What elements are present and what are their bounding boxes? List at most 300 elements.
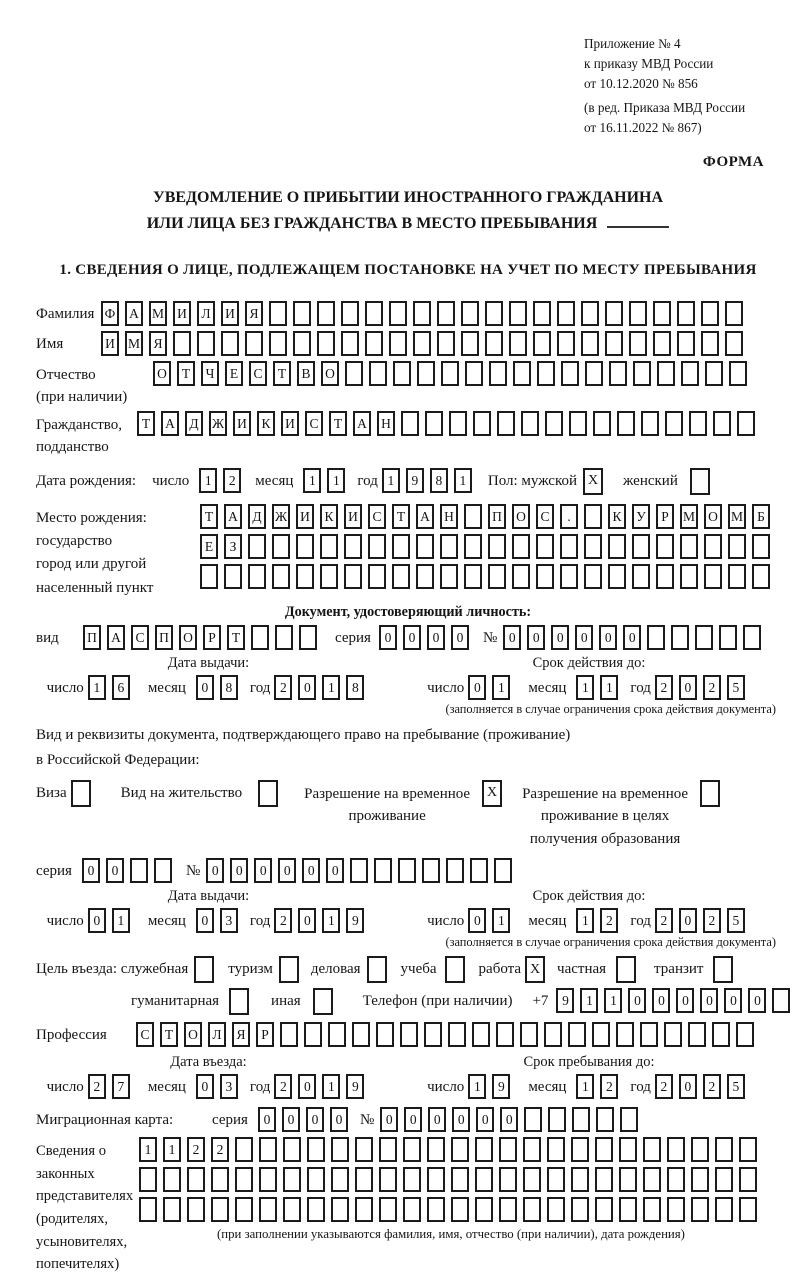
char-cell[interactable]: [656, 534, 674, 559]
humanitarian-checkbox[interactable]: [229, 988, 255, 1015]
char-cell[interactable]: 0: [379, 625, 397, 650]
char-cell[interactable]: 1: [492, 908, 510, 933]
residence-permit-checkbox[interactable]: [258, 780, 284, 807]
char-cell[interactable]: [725, 331, 743, 356]
char-cell[interactable]: 0: [298, 908, 316, 933]
char-cell[interactable]: [283, 1197, 301, 1222]
char-cell[interactable]: [691, 1137, 709, 1162]
char-cell[interactable]: [608, 534, 626, 559]
char-cell[interactable]: [595, 1197, 613, 1222]
char-cell[interactable]: [536, 564, 554, 589]
char-cell[interactable]: [374, 858, 392, 883]
char-cell[interactable]: А: [353, 411, 371, 436]
char-cell[interactable]: [296, 564, 314, 589]
char-cell[interactable]: 1: [492, 675, 510, 700]
char-cell[interactable]: [313, 988, 333, 1015]
char-cell[interactable]: [368, 564, 386, 589]
char-cell[interactable]: [280, 1022, 298, 1047]
char-cell[interactable]: 1: [327, 468, 345, 493]
char-cell[interactable]: 0: [254, 858, 272, 883]
char-cell[interactable]: 0: [724, 988, 742, 1013]
char-cell[interactable]: 1: [88, 675, 106, 700]
char-cell[interactable]: [437, 301, 455, 326]
char-cell[interactable]: И: [221, 301, 239, 326]
char-cell[interactable]: [725, 301, 743, 326]
char-cell[interactable]: 0: [551, 625, 569, 650]
char-cell[interactable]: [521, 411, 539, 436]
char-cell[interactable]: И: [344, 504, 362, 529]
char-cell[interactable]: [557, 301, 575, 326]
char-cell[interactable]: [739, 1167, 757, 1192]
char-cell[interactable]: [496, 1022, 514, 1047]
char-cell[interactable]: 2: [703, 675, 721, 700]
char-cell[interactable]: [690, 468, 710, 495]
char-cell[interactable]: Т: [273, 361, 291, 386]
char-cell[interactable]: [368, 534, 386, 559]
doc-kind-field[interactable]: [83, 625, 323, 650]
char-cell[interactable]: [350, 858, 368, 883]
char-cell[interactable]: С: [536, 504, 554, 529]
char-cell[interactable]: [139, 1197, 157, 1222]
char-cell[interactable]: Я: [232, 1022, 250, 1047]
char-cell[interactable]: [640, 1022, 658, 1047]
char-cell[interactable]: [499, 1137, 517, 1162]
char-cell[interactable]: С: [305, 411, 323, 436]
char-cell[interactable]: 0: [503, 625, 521, 650]
char-cell[interactable]: [616, 956, 636, 983]
char-cell[interactable]: [689, 411, 707, 436]
entry-day-field[interactable]: [88, 1074, 136, 1099]
female-checkbox[interactable]: [690, 468, 716, 495]
char-cell[interactable]: [344, 534, 362, 559]
char-cell[interactable]: [259, 1137, 277, 1162]
char-cell[interactable]: [416, 564, 434, 589]
char-cell[interactable]: [299, 625, 317, 650]
char-cell[interactable]: К: [320, 504, 338, 529]
char-cell[interactable]: 0: [282, 1107, 300, 1132]
char-cell[interactable]: А: [125, 301, 143, 326]
char-cell[interactable]: [737, 411, 755, 436]
char-cell[interactable]: [691, 1167, 709, 1192]
char-cell[interactable]: [584, 504, 602, 529]
char-cell[interactable]: 9: [406, 468, 424, 493]
char-cell[interactable]: [605, 301, 623, 326]
char-cell[interactable]: Т: [329, 411, 347, 436]
char-cell[interactable]: [677, 331, 695, 356]
char-cell[interactable]: Р: [656, 504, 674, 529]
char-cell[interactable]: [617, 411, 635, 436]
char-cell[interactable]: [413, 301, 431, 326]
char-cell[interactable]: [475, 1167, 493, 1192]
char-cell[interactable]: [571, 1197, 589, 1222]
char-cell[interactable]: [197, 331, 215, 356]
char-cell[interactable]: [449, 411, 467, 436]
char-cell[interactable]: [485, 301, 503, 326]
char-cell[interactable]: [472, 1022, 490, 1047]
char-cell[interactable]: [331, 1167, 349, 1192]
char-cell[interactable]: [401, 411, 419, 436]
char-cell[interactable]: [584, 564, 602, 589]
char-cell[interactable]: И: [281, 411, 299, 436]
char-cell[interactable]: [251, 625, 269, 650]
char-cell[interactable]: [704, 564, 722, 589]
char-cell[interactable]: [344, 564, 362, 589]
res-series-field[interactable]: [82, 858, 178, 883]
char-cell[interactable]: [513, 361, 531, 386]
char-cell[interactable]: [688, 1022, 706, 1047]
char-cell[interactable]: [736, 1022, 754, 1047]
char-cell[interactable]: [643, 1137, 661, 1162]
char-cell[interactable]: [772, 988, 790, 1013]
char-cell[interactable]: 0: [106, 858, 124, 883]
char-cell[interactable]: [345, 361, 363, 386]
char-cell[interactable]: 1: [199, 468, 217, 493]
char-cell[interactable]: 2: [703, 908, 721, 933]
char-cell[interactable]: [489, 361, 507, 386]
char-cell[interactable]: 0: [452, 1107, 470, 1132]
res-number-field[interactable]: [206, 858, 518, 883]
char-cell[interactable]: X: [583, 468, 603, 495]
char-cell[interactable]: 0: [196, 1074, 214, 1099]
char-cell[interactable]: 0: [700, 988, 718, 1013]
char-cell[interactable]: [523, 1137, 541, 1162]
surname-field[interactable]: [101, 301, 749, 326]
study-checkbox[interactable]: [445, 956, 471, 983]
private-checkbox[interactable]: [616, 956, 642, 983]
char-cell[interactable]: 9: [346, 1074, 364, 1099]
char-cell[interactable]: 0: [404, 1107, 422, 1132]
char-cell[interactable]: [403, 1137, 421, 1162]
char-cell[interactable]: [619, 1197, 637, 1222]
char-cell[interactable]: [667, 1197, 685, 1222]
char-cell[interactable]: [320, 534, 338, 559]
char-cell[interactable]: X: [525, 956, 545, 983]
char-cell[interactable]: [464, 564, 482, 589]
char-cell[interactable]: .: [560, 504, 578, 529]
char-cell[interactable]: [461, 331, 479, 356]
profession-field[interactable]: [136, 1022, 760, 1047]
char-cell[interactable]: [441, 361, 459, 386]
tourism-checkbox[interactable]: [279, 956, 305, 983]
char-cell[interactable]: X: [482, 780, 502, 807]
char-cell[interactable]: [389, 331, 407, 356]
char-cell[interactable]: [547, 1197, 565, 1222]
char-cell[interactable]: [653, 301, 671, 326]
char-cell[interactable]: 0: [196, 675, 214, 700]
char-cell[interactable]: [473, 411, 491, 436]
char-cell[interactable]: [445, 956, 465, 983]
char-cell[interactable]: [620, 1107, 638, 1132]
char-cell[interactable]: [413, 331, 431, 356]
char-cell[interactable]: [537, 361, 555, 386]
char-cell[interactable]: [581, 301, 599, 326]
char-cell[interactable]: 8: [220, 675, 238, 700]
char-cell[interactable]: [451, 1167, 469, 1192]
char-cell[interactable]: [194, 956, 214, 983]
char-cell[interactable]: [728, 534, 746, 559]
char-cell[interactable]: [629, 301, 647, 326]
char-cell[interactable]: [595, 1137, 613, 1162]
char-cell[interactable]: [509, 331, 527, 356]
transit-checkbox[interactable]: [713, 956, 739, 983]
male-checkbox[interactable]: [583, 468, 609, 495]
char-cell[interactable]: [488, 564, 506, 589]
char-cell[interactable]: 2: [274, 908, 292, 933]
char-cell[interactable]: 0: [82, 858, 100, 883]
char-cell[interactable]: 2: [655, 1074, 673, 1099]
char-cell[interactable]: [752, 564, 770, 589]
char-cell[interactable]: 0: [302, 858, 320, 883]
char-cell[interactable]: [494, 858, 512, 883]
char-cell[interactable]: С: [131, 625, 149, 650]
char-cell[interactable]: [488, 534, 506, 559]
char-cell[interactable]: 6: [112, 675, 130, 700]
char-cell[interactable]: 0: [196, 908, 214, 933]
char-cell[interactable]: 0: [628, 988, 646, 1013]
char-cell[interactable]: [643, 1167, 661, 1192]
char-cell[interactable]: 0: [599, 625, 617, 650]
char-cell[interactable]: [259, 1167, 277, 1192]
char-cell[interactable]: [497, 411, 515, 436]
char-cell[interactable]: 0: [206, 858, 224, 883]
char-cell[interactable]: [629, 331, 647, 356]
char-cell[interactable]: 0: [298, 1074, 316, 1099]
char-cell[interactable]: [656, 564, 674, 589]
char-cell[interactable]: 0: [679, 675, 697, 700]
char-cell[interactable]: [163, 1167, 181, 1192]
char-cell[interactable]: [524, 1107, 542, 1132]
char-cell[interactable]: [728, 564, 746, 589]
char-cell[interactable]: [667, 1137, 685, 1162]
char-cell[interactable]: [719, 625, 737, 650]
char-cell[interactable]: Н: [377, 411, 395, 436]
entry-month-field[interactable]: [196, 1074, 244, 1099]
char-cell[interactable]: [163, 1197, 181, 1222]
char-cell[interactable]: 2: [655, 908, 673, 933]
char-cell[interactable]: [259, 1197, 277, 1222]
char-cell[interactable]: М: [680, 504, 698, 529]
char-cell[interactable]: [665, 411, 683, 436]
char-cell[interactable]: [547, 1137, 565, 1162]
char-cell[interactable]: С: [249, 361, 267, 386]
char-cell[interactable]: [416, 534, 434, 559]
char-cell[interactable]: [536, 534, 554, 559]
res-valid-day-field[interactable]: [468, 908, 516, 933]
char-cell[interactable]: [713, 411, 731, 436]
char-cell[interactable]: [139, 1167, 157, 1192]
char-cell[interactable]: [279, 956, 299, 983]
char-cell[interactable]: Т: [200, 504, 218, 529]
char-cell[interactable]: Я: [245, 301, 263, 326]
char-cell[interactable]: [523, 1167, 541, 1192]
char-cell[interactable]: [269, 301, 287, 326]
char-cell[interactable]: 0: [468, 675, 486, 700]
char-cell[interactable]: 0: [428, 1107, 446, 1132]
char-cell[interactable]: [633, 361, 651, 386]
doc-issue-month-field[interactable]: [196, 675, 244, 700]
char-cell[interactable]: [451, 1197, 469, 1222]
char-cell[interactable]: О: [153, 361, 171, 386]
char-cell[interactable]: [695, 625, 713, 650]
char-cell[interactable]: [307, 1167, 325, 1192]
char-cell[interactable]: [584, 534, 602, 559]
char-cell[interactable]: 7: [112, 1074, 130, 1099]
char-cell[interactable]: 1: [139, 1137, 157, 1162]
char-cell[interactable]: [211, 1197, 229, 1222]
mc-series-field[interactable]: [258, 1107, 354, 1132]
char-cell[interactable]: 1: [382, 468, 400, 493]
char-cell[interactable]: Д: [248, 504, 266, 529]
char-cell[interactable]: [680, 534, 698, 559]
char-cell[interactable]: 1: [163, 1137, 181, 1162]
char-cell[interactable]: [379, 1197, 397, 1222]
stay-day-field[interactable]: [468, 1074, 516, 1099]
char-cell[interactable]: 0: [326, 858, 344, 883]
char-cell[interactable]: [328, 1022, 346, 1047]
char-cell[interactable]: [440, 534, 458, 559]
char-cell[interactable]: Т: [227, 625, 245, 650]
char-cell[interactable]: [571, 1137, 589, 1162]
char-cell[interactable]: 0: [306, 1107, 324, 1132]
char-cell[interactable]: [619, 1137, 637, 1162]
char-cell[interactable]: А: [224, 504, 242, 529]
char-cell[interactable]: 3: [220, 1074, 238, 1099]
char-cell[interactable]: 0: [258, 1107, 276, 1132]
char-cell[interactable]: К: [608, 504, 626, 529]
official-checkbox[interactable]: [194, 956, 220, 983]
char-cell[interactable]: 2: [187, 1137, 205, 1162]
char-cell[interactable]: [427, 1197, 445, 1222]
char-cell[interactable]: У: [632, 504, 650, 529]
char-cell[interactable]: 8: [346, 675, 364, 700]
char-cell[interactable]: [572, 1107, 590, 1132]
char-cell[interactable]: [704, 534, 722, 559]
char-cell[interactable]: 0: [575, 625, 593, 650]
char-cell[interactable]: З: [224, 534, 242, 559]
char-cell[interactable]: [461, 301, 479, 326]
char-cell[interactable]: [130, 858, 148, 883]
char-cell[interactable]: [568, 1022, 586, 1047]
char-cell[interactable]: [341, 331, 359, 356]
char-cell[interactable]: 1: [454, 468, 472, 493]
char-cell[interactable]: [680, 564, 698, 589]
char-cell[interactable]: [355, 1197, 373, 1222]
char-cell[interactable]: 2: [703, 1074, 721, 1099]
business-checkbox[interactable]: [367, 956, 393, 983]
doc-issue-day-field[interactable]: [88, 675, 136, 700]
char-cell[interactable]: 1: [576, 675, 594, 700]
char-cell[interactable]: [533, 301, 551, 326]
char-cell[interactable]: [365, 301, 383, 326]
char-cell[interactable]: О: [179, 625, 197, 650]
char-cell[interactable]: [307, 1137, 325, 1162]
char-cell[interactable]: [355, 1167, 373, 1192]
char-cell[interactable]: 0: [679, 1074, 697, 1099]
char-cell[interactable]: 1: [322, 675, 340, 700]
char-cell[interactable]: [512, 564, 530, 589]
char-cell[interactable]: [609, 361, 627, 386]
char-cell[interactable]: Л: [197, 301, 215, 326]
char-cell[interactable]: 0: [403, 625, 421, 650]
char-cell[interactable]: [376, 1022, 394, 1047]
char-cell[interactable]: [269, 331, 287, 356]
char-cell[interactable]: [657, 361, 675, 386]
char-cell[interactable]: 0: [623, 625, 641, 650]
char-cell[interactable]: [320, 564, 338, 589]
char-cell[interactable]: [547, 1167, 565, 1192]
char-cell[interactable]: [235, 1167, 253, 1192]
char-cell[interactable]: Ф: [101, 301, 119, 326]
res-issue-month-field[interactable]: [196, 908, 244, 933]
char-cell[interactable]: С: [368, 504, 386, 529]
char-cell[interactable]: [739, 1137, 757, 1162]
phone-field[interactable]: [556, 988, 796, 1013]
char-cell[interactable]: 0: [748, 988, 766, 1013]
char-cell[interactable]: Е: [225, 361, 243, 386]
birth-month-field[interactable]: [303, 468, 351, 493]
char-cell[interactable]: [596, 1107, 614, 1132]
char-cell[interactable]: [293, 301, 311, 326]
char-cell[interactable]: 2: [600, 908, 618, 933]
char-cell[interactable]: [365, 331, 383, 356]
char-cell[interactable]: [701, 331, 719, 356]
char-cell[interactable]: [317, 301, 335, 326]
char-cell[interactable]: 2: [600, 1074, 618, 1099]
char-cell[interactable]: 0: [468, 908, 486, 933]
char-cell[interactable]: [608, 564, 626, 589]
doc-valid-month-field[interactable]: [576, 675, 624, 700]
char-cell[interactable]: [296, 534, 314, 559]
char-cell[interactable]: М: [125, 331, 143, 356]
char-cell[interactable]: 0: [278, 858, 296, 883]
char-cell[interactable]: П: [83, 625, 101, 650]
char-cell[interactable]: 0: [527, 625, 545, 650]
char-cell[interactable]: [520, 1022, 538, 1047]
char-cell[interactable]: [392, 534, 410, 559]
char-cell[interactable]: 1: [303, 468, 321, 493]
char-cell[interactable]: [548, 1107, 566, 1132]
char-cell[interactable]: 1: [112, 908, 130, 933]
char-cell[interactable]: [258, 780, 278, 807]
birth-place-field-3[interactable]: [200, 564, 776, 589]
char-cell[interactable]: [331, 1197, 349, 1222]
char-cell[interactable]: [485, 331, 503, 356]
char-cell[interactable]: [581, 331, 599, 356]
char-cell[interactable]: [341, 301, 359, 326]
char-cell[interactable]: [743, 625, 761, 650]
char-cell[interactable]: [512, 534, 530, 559]
char-cell[interactable]: А: [161, 411, 179, 436]
char-cell[interactable]: [448, 1022, 466, 1047]
char-cell[interactable]: [403, 1197, 421, 1222]
char-cell[interactable]: Л: [208, 1022, 226, 1047]
char-cell[interactable]: [369, 361, 387, 386]
char-cell[interactable]: 0: [476, 1107, 494, 1132]
res-issue-year-field[interactable]: [274, 908, 370, 933]
char-cell[interactable]: Р: [256, 1022, 274, 1047]
char-cell[interactable]: [605, 331, 623, 356]
guardians-field-2[interactable]: [139, 1167, 763, 1192]
char-cell[interactable]: 9: [556, 988, 574, 1013]
char-cell[interactable]: [187, 1197, 205, 1222]
char-cell[interactable]: [616, 1022, 634, 1047]
char-cell[interactable]: Р: [203, 625, 221, 650]
char-cell[interactable]: [221, 331, 239, 356]
char-cell[interactable]: 8: [430, 468, 448, 493]
char-cell[interactable]: [229, 988, 249, 1015]
char-cell[interactable]: [235, 1137, 253, 1162]
char-cell[interactable]: 1: [468, 1074, 486, 1099]
